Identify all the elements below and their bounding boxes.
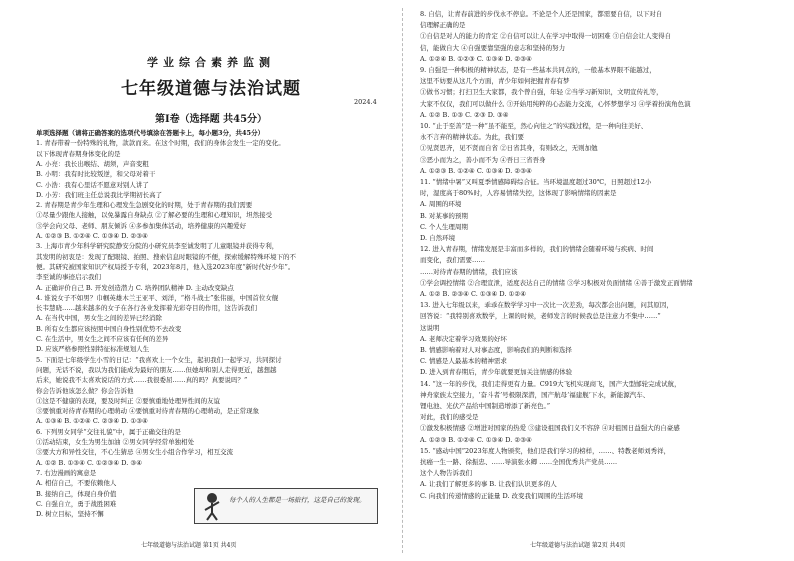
left-text-line: A. ①② B. ①③④ C. ①②③④ D. ③④ xyxy=(36,458,143,467)
right-text-line: A. ①② B. ①③ C. ②③ D. ③④ xyxy=(420,110,509,119)
left-text-line: ③学会向父母、老师、朋友倾诉 ④多参加集体活动，培养健康的兴趣爱好 xyxy=(36,221,247,230)
right-text-line: 11. “情绪中暑”又叫夏季情感障碍综合征。当环境温度超过30℃，日照超过12小 xyxy=(420,178,652,186)
right-text-line: ①学会调控情绪 ②合理宣泄，适度表达自己的情绪 ③学习积极对负面情绪 ④善于激发正面情绪 xyxy=(420,278,693,287)
right-text-line: C. 向我们传递情感的正能量 D. 改变我们周围的生活环境 xyxy=(420,491,584,500)
left-text-line: C. 自强自立，勇于战胜困难 xyxy=(36,499,117,508)
right-text-line: D. 进入到青春期后，青少年就要更加关注情感的体验 xyxy=(420,368,573,377)
right-text-line: ①做书习惯；打扫卫生大家都，我个曾自强，年轻 ②当学习新知识，文明宣传礼等， xyxy=(420,88,663,97)
left-text-line: 1. 青春带着一份特殊的礼物，款款而来。在这个时期，我们的身体会发生一定的变化。 xyxy=(36,139,285,148)
right-text-line: A. ①② B. ②③④ C. ①③④ D. ①②④ xyxy=(420,290,527,298)
column-divider xyxy=(402,8,403,553)
right-text-line: A. 老师决定着学习效果的好坏 xyxy=(420,334,507,343)
exam-heading-main: 七年级道德与法治试题 xyxy=(121,79,301,99)
left-text-line: C. 小浩：我有心里话不愿意对别人讲了 xyxy=(36,180,149,189)
cartoon-image xyxy=(194,488,378,524)
left-text-line: D. 小芳：我们班主任总说我比学期初长高了 xyxy=(36,190,163,199)
left-text-line: 问题，无话不说，我以为我们能成为最好的朋友……但她却和别人走得更近，越想越 xyxy=(36,365,277,374)
left-text-line: 3. 上海市青少年科学研究院静安分院的小研究员李至诚发明了儿童眼镜并获得专利， xyxy=(36,242,279,251)
exam-heading-small: 学业综合素养监测 xyxy=(147,56,275,69)
right-text-line: 这说明 xyxy=(420,323,440,332)
right-text-line: ……对待青春期的情绪，我们应该 xyxy=(420,267,518,276)
left-text-line: 其发明的初衷是：发现了配眼镜、拍照、搜索信息时眼镜的不便，探索缓解特殊环境下的不 xyxy=(36,252,296,261)
right-text-line: 10. “止于至善”是一种“虽不能至，然心向往之”的实践过程，是一种向往美好、 xyxy=(420,122,648,130)
left-text-line: 6. 下列男女同学“交往礼貌”中，属于正确交往的是 xyxy=(36,427,181,436)
right-text-line: 8. 自信，让青春前进的步伐永不停息。不论是个人还是国家，都需要自信，以下对自 xyxy=(420,10,663,18)
left-text-line: 李至诚的事迹启示我们 xyxy=(36,273,101,282)
right-text-line: 永不言弃的精神状态。为此，我们要 xyxy=(420,133,524,142)
right-text-line: 神舟家族太空接力，‘奋斗者’号极限深潜，国产航母‘福建舰’下水，新能源汽车、 xyxy=(420,390,650,399)
left-text-line: A. 在当代中国，男女生之间的差异已经消除 xyxy=(36,314,162,323)
right-text-line: 12. 进入青春期，情绪发展是丰富而多样的，我们的情绪会随着环境与疾病、时间 xyxy=(420,245,654,254)
right-text-line: A. ①②③ B. ①②④ C. ①③④ D. ②③④ xyxy=(420,435,532,444)
right-text-line: A. ①②③ B. ①②④ C. ①③④ D. ②③④ xyxy=(420,166,532,175)
right-text-line: C. 情感是人最基本的精神需求 xyxy=(420,357,507,366)
right-text-line: 时，湿度高于80%时，人容易情绪失控，这体现了影响情绪的因素是 xyxy=(420,189,617,198)
left-text-line: D. 应该严格参照性别特征标准规划人生 xyxy=(36,345,150,354)
left-text-line: 4. 谁说女子不如男？巾帼英雄木兰王亚平、刘洋，“格斗战士”张伟丽，中国首位女舰 xyxy=(36,293,279,302)
right-text-line: ③恶小而为之，善小而不为 ④吾日三省吾身 xyxy=(420,155,546,164)
right-text-line: 对此，我们的感受是 xyxy=(420,413,479,422)
right-text-line: 14. “这一年的步伐，我们走得更有力量。C919大飞机实现商飞，国产大型邮轮完成试航， xyxy=(420,379,681,388)
right-text-line: 而变化，我们需要…… xyxy=(420,256,485,265)
right-column xyxy=(420,0,776,561)
right-text-line: 这个人物告诉我们 xyxy=(420,469,472,478)
left-text-line: 以下体现青春期身体变化的是 xyxy=(36,149,121,158)
left-text-line: 后来，她说我不太喜欢说话的方式……我很委屈……真的吗？真要说吗？” xyxy=(36,376,248,385)
left-text-line: ③要大方和异性交往，不心生猜忌 ④男女生小组合作学习，相互交流 xyxy=(36,448,234,457)
right-footer: 七年级道德与法治试题 第2页 共4页 xyxy=(530,542,626,549)
left-text-line: A. 小亮：我长出喉结、胡须，声音变粗 xyxy=(36,159,149,168)
right-text-line: ①见贤思齐，见不贤而自省 ②日省其身，有则改之，无则加勉 xyxy=(420,144,598,153)
right-text-line: 13. 进入七年级以来，乖乖在数学学习中一次比一次差劲，每次都会出问题，问其原因， xyxy=(420,301,673,310)
left-column xyxy=(36,0,386,561)
right-text-line: D. 自然环境 xyxy=(420,234,456,242)
left-text-line: C. 在生活中，男女生之间不应该有任何的差异 xyxy=(36,335,169,343)
left-footer: 七年级道德与法治试题 第1页 共4页 xyxy=(141,542,237,549)
right-text-line: 抗癌一生一路、徐振忠、……导演张水卿 ……全国优秀共产党员…… xyxy=(420,458,618,466)
left-text-line: B. 所有女生都应该按照中国自身性别优势不去改变 xyxy=(36,324,182,333)
right-text-line: A. 让我们了解更多的事 B. 让我们认识更多的人 xyxy=(420,480,557,489)
left-text-line: 便。其研究被国家知识产权局授予专利，2023年8月，他入选2023年度“新时代好少年”。 xyxy=(36,262,295,271)
right-text-line: B. 对某事的预期 xyxy=(420,211,468,220)
right-text-line: 回答说：“我特别喜欢数学，上课的时候，老师发言的时候我总是注意力不集中……” xyxy=(420,312,661,321)
left-text-line: A. 相信自己，不要依赖他人 xyxy=(36,479,117,488)
left-text-line: A. ①③④ B. ①②④ C. ②③④ D. ①③④ xyxy=(36,417,148,426)
left-text-line: B. 接纳自己，体现自身价值 xyxy=(36,489,117,498)
part-title: 第Ⅰ卷（选择题 共45分） xyxy=(154,114,268,125)
left-text-line: ①尽量少跟他人接触，以免暴露自身缺点 ②了解必要的生理和心理知识，坦然接受 xyxy=(36,211,273,220)
right-text-line: 这里不妨要从这几个方面，青少年如何把握青春有梦 xyxy=(420,77,570,86)
right-text-line: ①自信是对人的能力的肯定 ②自信可以让人在学习中取得一切困难 ③自信会让人变得自 xyxy=(420,32,672,41)
right-text-line: ①激发积极情感 ②增进对国家的热爱 ③建设祖国我们义不容辞 ④对祖国日益强大的自豪感 xyxy=(420,424,680,433)
right-text-line: 15. “感动中国”2023年度人物颁奖，他们是我们学习的榜样，……、特教老师刘秀祥， xyxy=(420,446,671,455)
right-text-line: 信，能做自大 ④自强要靠坚强的意志和坚持的努力 xyxy=(420,43,566,52)
left-text-line: D. 树立目标，坚持不懈 xyxy=(36,510,104,519)
left-text-line: A. 正确评价自己 B. 开发创造潜力 C. 培养团队精神 D. 主动改变缺点 xyxy=(36,283,234,292)
right-text-line: 锂电池、光伏产品给中国制造增添了新亮色。” xyxy=(420,402,551,410)
left-text-line: B. 小明：我有时比较叛逆，和父母对着干 xyxy=(36,170,156,179)
right-text-line: 9. 自强是一种积极的精神状态，是有一些基本共同点的，一般基本界限不能越过， xyxy=(420,66,656,74)
right-text-line: 信理解正确的是 xyxy=(420,21,466,30)
left-text-line: A. ①②③ B. ①②④ C. ①③④ D. ②③④ xyxy=(36,232,148,240)
cartoon-caption: 每个人的人生都是一场旅行，这是自己的发现。 xyxy=(229,496,366,504)
left-text-line: 单项选择题（请将正确答案的选项代号填涂在答题卡上，每小题3分，共45分） xyxy=(36,129,265,137)
left-text-line: ①这是不健康的表现，要及时纠正 ②要慎重地处理异性间的友谊 xyxy=(36,396,221,405)
left-text-line: 长韦慧晓……越来越多的女子在各行各业发挥着光彩夺目的作用，这告诉我们 xyxy=(36,304,257,313)
left-text-line: ①活动结束，女生为男生加油 ②男女同学经常单独相处 xyxy=(36,438,195,446)
right-text-line: 大家不仅仅，我们可以做什么 ③开始用纯粹的心态能力交流，心怀梦想学习 ④学着扮演角色演 xyxy=(420,99,691,108)
right-text-line: C. 个人生理周期 xyxy=(420,222,468,231)
left-text-line: 5. 下面是七年级学生小雪的日记：“我喜欢上一个女生，起初我们一起学习，共同探讨 xyxy=(36,355,282,364)
right-text-line: B. 情感影响着对人对事态度，影响我们的判断和选择 xyxy=(420,346,572,354)
left-text-line: 2. 青春期是青少年生理和心理发生急剧变化的时期，处于青春期的我们需要 xyxy=(36,201,253,210)
left-text-line: 你会告诉他该怎么做？你会告诉他 xyxy=(36,386,134,395)
exam-date: 2024.4 xyxy=(354,98,377,106)
right-text-line: A. 周围的环境 xyxy=(420,200,462,209)
right-text-line: A. ①②④ B. ①②③ C. ①③④ D. ②③④ xyxy=(420,54,532,63)
left-text-line: 7. 右边漫画的寓意是 xyxy=(36,468,97,477)
left-text-line: ③要慎重对待青春期的心理萌动 ④要慎重对待青春期的心理萌动，是正常现象 xyxy=(36,407,260,416)
cartoon-figure-icon xyxy=(197,491,227,521)
